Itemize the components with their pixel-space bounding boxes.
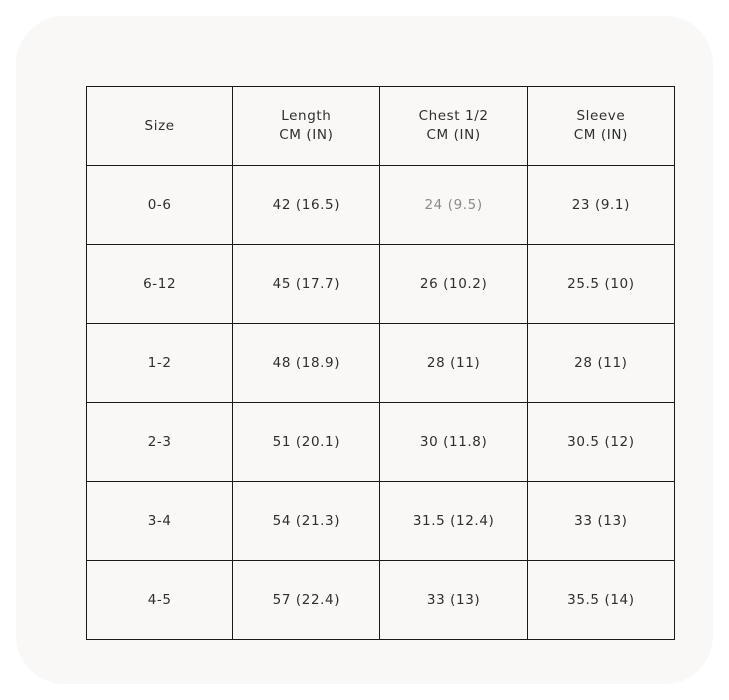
cell-length: 54 (21.3): [233, 482, 380, 561]
cell-length: 42 (16.5): [233, 166, 380, 245]
cell-sleeve: 33 (13): [527, 482, 674, 561]
cell-sleeve: 35.5 (14): [527, 561, 674, 640]
table-header-row: [87, 87, 675, 166]
table-row: [87, 324, 675, 403]
cell-length: 57 (22.4): [233, 561, 380, 640]
cell-chest: 30 (11.8): [380, 403, 527, 482]
table-row: [87, 482, 675, 561]
cell-size: 3-4: [87, 482, 233, 561]
header-length-unit: CM (IN): [279, 127, 334, 143]
table-row: [87, 561, 675, 640]
header-length-label: Length: [281, 108, 332, 124]
header-sleeve-unit: CM (IN): [573, 127, 628, 143]
cell-length: 48 (18.9): [233, 324, 380, 403]
header-chest-label: Chest 1/2: [418, 108, 489, 124]
cell-size: 6-12: [87, 245, 233, 324]
size-chart-card: [16, 16, 713, 684]
cell-length: 45 (17.7): [233, 245, 380, 324]
cell-chest: 33 (13): [380, 561, 527, 640]
cell-length: 51 (20.1): [233, 403, 380, 482]
cell-chest: 24 (9.5): [380, 166, 527, 245]
table-row: [87, 245, 675, 324]
header-size-label: Size: [144, 117, 175, 134]
cell-size: 4-5: [87, 561, 233, 640]
table-row: [87, 403, 675, 482]
cell-size: 0-6: [87, 166, 233, 245]
header-chest: [380, 87, 527, 166]
header-length: [233, 87, 380, 166]
cell-sleeve: 23 (9.1): [527, 166, 674, 245]
header-size: [87, 87, 233, 166]
cell-chest: 31.5 (12.4): [380, 482, 527, 561]
cell-chest: 28 (11): [380, 324, 527, 403]
cell-sleeve: 25.5 (10): [527, 245, 674, 324]
size-chart-table: [86, 86, 675, 640]
cell-chest: 26 (10.2): [380, 245, 527, 324]
table-row: [87, 166, 675, 245]
cell-sleeve: 30.5 (12): [527, 403, 674, 482]
cell-size: 1-2: [87, 324, 233, 403]
cell-sleeve: 28 (11): [527, 324, 674, 403]
header-sleeve-label: Sleeve: [576, 108, 626, 124]
header-sleeve: [527, 87, 674, 166]
header-chest-unit: CM (IN): [426, 127, 481, 143]
cell-size: 2-3: [87, 403, 233, 482]
